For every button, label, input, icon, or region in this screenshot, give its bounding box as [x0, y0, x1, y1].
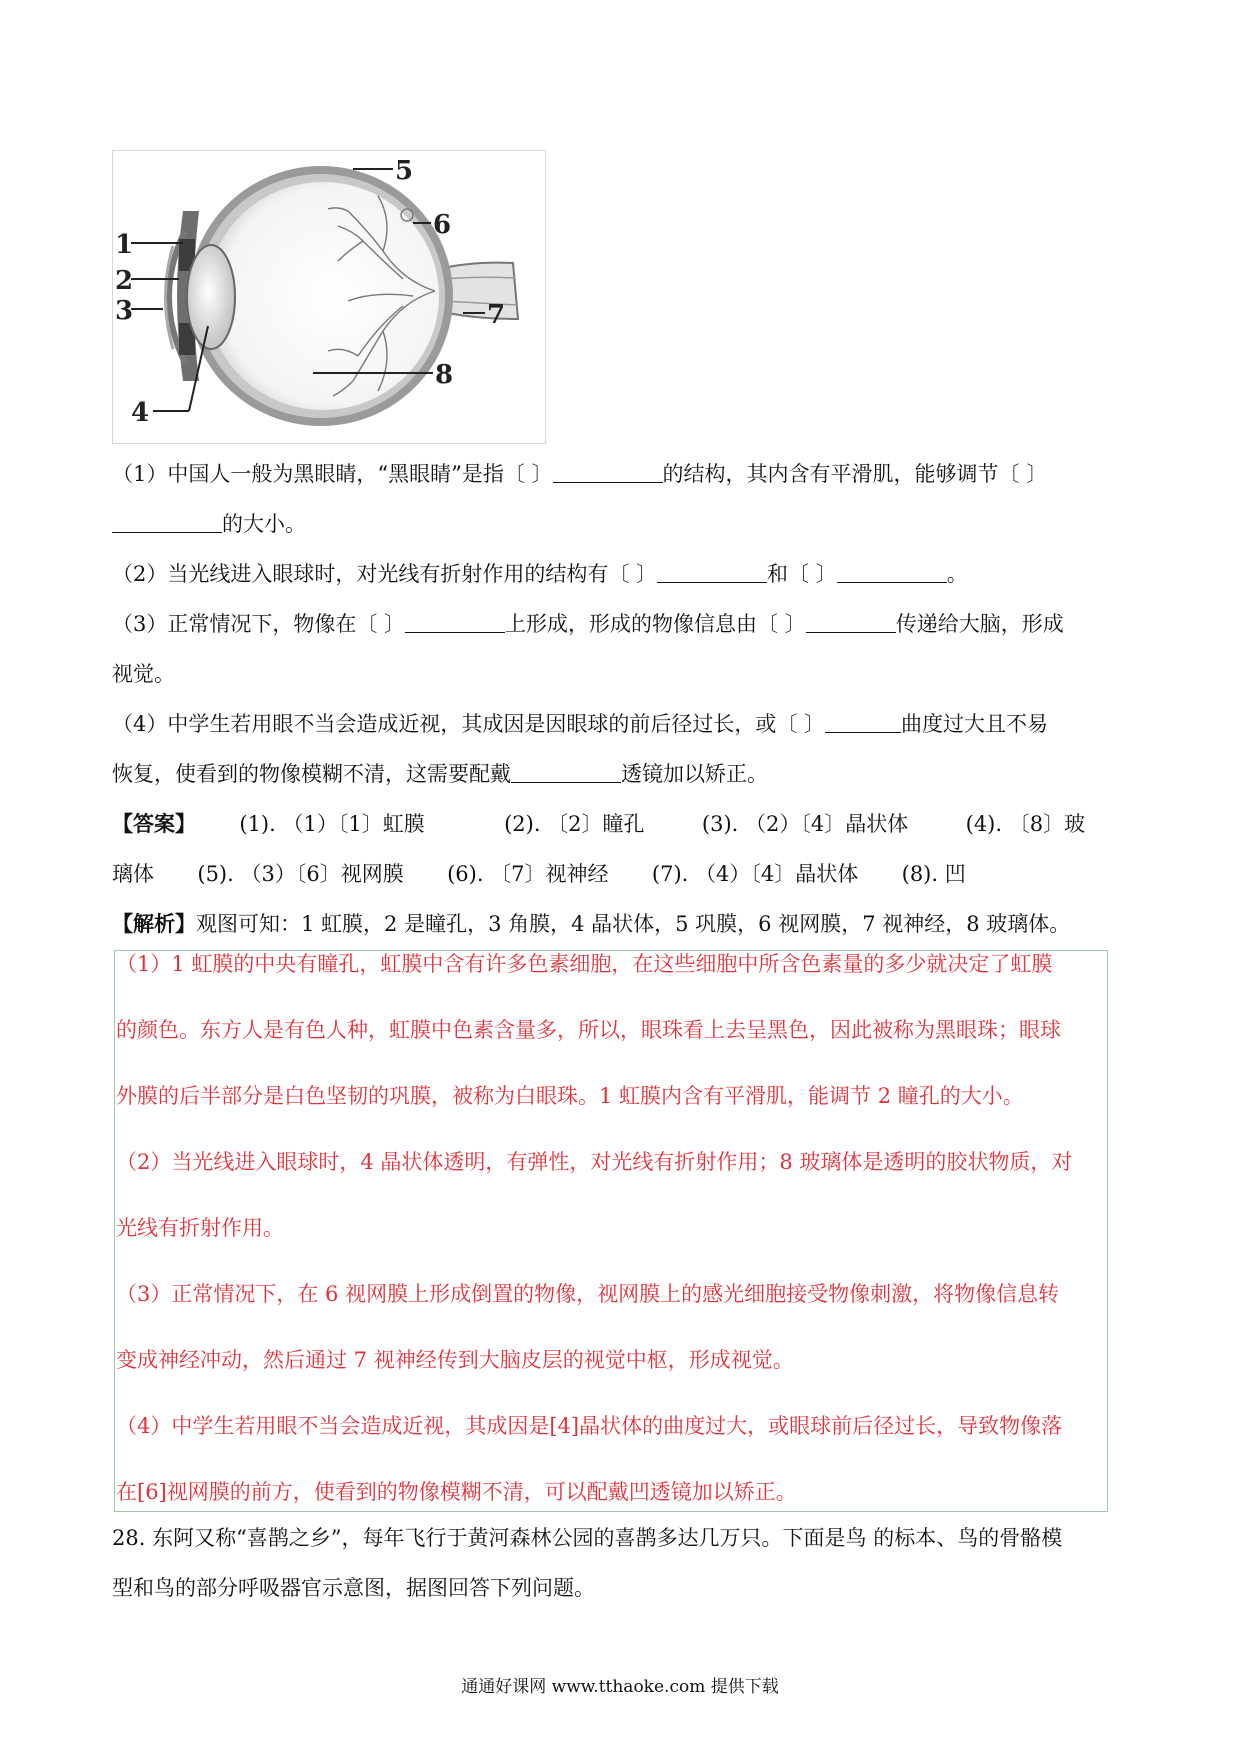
label-7: 7 — [487, 300, 506, 330]
analysis-line: 的颜色。东方人是有色人种，虹膜中色素含量多，所以，眼珠看上去呈黑色，因此被称为黑眼珠；眼球 — [116, 1018, 1061, 1042]
answer-2: (2). 〔2〕瞳孔 — [504, 812, 645, 836]
answer-line-1 — [112, 810, 1085, 838]
answer-blank — [112, 512, 222, 533]
eye-diagram — [112, 150, 546, 444]
analysis-line: （3）正常情况下，在 6 视网膜上形成倒置的物像，视网膜上的感光细胞接受物像刺激，将物像信息转 — [116, 1282, 1060, 1306]
label-5: 5 — [395, 156, 414, 186]
question-2: （2）当光线进入眼球时，对光线有折射作用的结构有〔 〕 和〔 〕 。 — [112, 562, 968, 586]
question-3-line-1: （3）正常情况下，物像在〔 〕 上形成，形成的物像信息由〔 〕 传递给大脑，形成 — [112, 612, 1064, 636]
analysis-line: 外膜的后半部分是白色坚韧的巩膜，被称为白眼珠。1 虹膜内含有平滑肌，能调节 2 瞳孔的大小。 — [116, 1084, 1024, 1108]
label-8: 8 — [435, 360, 454, 390]
page-footer: 通通好课网 www.tthaoke.com 提供下载 — [461, 1677, 779, 1697]
question-4-line-1: （4）中学生若用眼不当会造成近视，其成因是因眼球的前后径过长，或〔 〕 曲度过大且不易 — [112, 712, 1049, 736]
answer-5: (5). （3）〔6〕视网膜 — [197, 862, 404, 886]
answer-blank — [553, 462, 663, 483]
analysis-label: 【解析】 — [112, 911, 196, 936]
question-28-line-1: 28. 东阿又称“喜鹊之乡”，每年飞行于黄河森林公园的喜鹊多达几万只。下面是鸟 的标本、鸟的骨骼模 — [112, 1526, 1063, 1550]
question-4-line-2: 恢复，使看到的物像模糊不清，这需要配戴 透镜加以矫正。 — [112, 762, 768, 786]
analysis-line: （2）当光线进入眼球时，4 晶状体透明，有弹性，对光线有折射作用；8 玻璃体是透明的胶状物质，对 — [116, 1150, 1073, 1174]
answer-4: (4). 〔8〕玻 — [965, 812, 1086, 836]
label-1: 1 — [115, 230, 134, 260]
label-6: 6 — [433, 210, 452, 240]
answer-6: (6). 〔7〕视神经 — [447, 862, 609, 886]
answer-4-continued: 璃体 — [112, 862, 154, 886]
label-2: 2 — [115, 266, 134, 296]
answer-1: (1). （1）〔1〕虹膜 — [239, 812, 425, 836]
question-28-line-2: 型和鸟的部分呼吸器官示意图，据图回答下列问题。 — [112, 1576, 595, 1600]
eye-structure-illustration — [113, 151, 545, 443]
label-3: 3 — [115, 296, 134, 326]
analysis-line: （4）中学生若用眼不当会造成近视，其成因是[4]晶状体的曲度过大，或眼球前后径过长，导致物像落 — [116, 1414, 1063, 1438]
question-1-line-2: 的大小。 — [112, 510, 306, 538]
analysis-line: 变成神经冲动，然后通过 7 视神经传到大脑皮层的视觉中枢，形成视觉。 — [116, 1348, 794, 1372]
answer-blank — [806, 612, 896, 633]
analysis-line: 光线有折射作用。 — [116, 1216, 284, 1240]
question-3-line-2: 视觉。 — [112, 662, 175, 686]
analysis-intro: 【解析】观图可知：1 虹膜，2 是瞳孔，3 角膜，4 晶状体，5 巩膜，6 视网膜，7 视神经，8 玻璃体。 — [112, 911, 1071, 936]
answer-blank — [825, 712, 901, 733]
answer-blank — [511, 762, 621, 783]
question-1-line-1: （1）中国人一般为黑眼睛，“黑眼睛”是指〔 〕 的结构，其内含有平滑肌，能够调节〔 〕 — [112, 462, 1048, 486]
analysis-line: 在[6]视网膜的前方，使看到的物像模糊不清，可以配戴凹透镜加以矫正。 — [116, 1480, 797, 1504]
answer-blank — [657, 562, 767, 583]
answer-blank — [837, 562, 947, 583]
label-4: 4 — [131, 398, 150, 428]
answer-8: (8). 凹 — [901, 862, 966, 886]
analysis-line: （1）1 虹膜的中央有瞳孔，虹膜中含有许多色素细胞，在这些细胞中所含色素量的多少就决定了虹膜 — [116, 952, 1053, 976]
answer-label: 【答案】 — [112, 811, 196, 836]
answer-7: (7). （4）〔4〕晶状体 — [651, 862, 859, 886]
answer-line-2 — [112, 860, 966, 888]
answer-3: (3). （2）〔4〕晶状体 — [701, 812, 909, 836]
answer-blank — [405, 612, 505, 633]
